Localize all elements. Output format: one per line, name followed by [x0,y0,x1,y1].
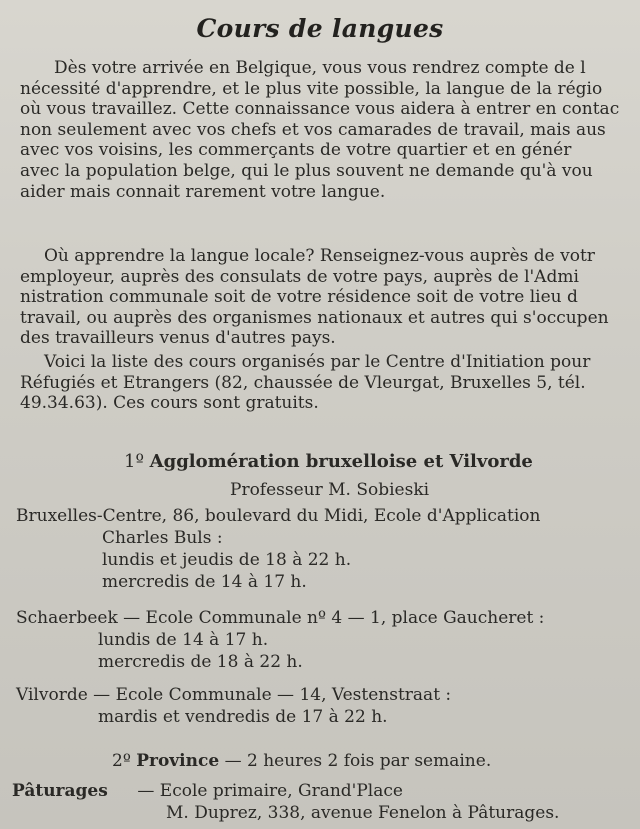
text-line: travail, ou auprès des organismes nationaux et autres qui s'occupen [20,307,609,328]
entry-school: Charles Buls : [102,528,223,548]
text-line: avec la population belge, qui le plus souvent ne demande qu'à vou [20,160,593,181]
course-entry-schaerbeek [16,607,544,673]
entry-address: Schaerbeek — Ecole Communale nº 4 — 1, place Gaucheret : [16,608,545,628]
entry-school: — Ecole primaire, Grand'Place [137,781,403,801]
course-entry-paturages [12,780,559,824]
text-line: Dès votre arrivée en Belgique, vous vous rendrez compte de l [54,58,586,78]
page-title: Cours de langues [196,14,444,43]
course-entry-vilvorde [16,684,451,728]
paragraph-course-list-intro [20,352,640,414]
entry-schedule: mercredis de 14 à 17 h. [102,572,307,592]
section-heading-text: Agglomération bruxelloise et Vilvorde [149,451,533,472]
text-line: Réfugiés et Etrangers (82, chaussée de Vleurgat, Bruxelles 5, tél. [20,372,586,393]
text-line: non seulement avec vos chefs et vos camarades de travail, mais aus [20,119,606,140]
section-heading-text: Province [136,751,220,771]
entry-schedule: lundis de 14 à 17 h. [98,630,269,650]
section-number: 2º [112,751,131,771]
entry-schedule: mercredis de 18 à 22 h. [98,652,303,672]
course-entry-bruxelles-centre [16,505,540,593]
text-line: où vous travaillez. Cette connaissance vous aidera à entrer en contac [20,99,620,120]
paragraph-where-to-learn [20,246,640,349]
professor-name: Professeur M. Sobieski [230,480,430,500]
entry-address: Bruxelles-Centre, 86, boulevard du Midi, Ecole d'Application [16,506,541,526]
section-number: 1º [124,451,144,472]
text-line: employeur, auprès des consulats de votre pays, auprès de l'Admi [20,266,579,287]
entry-place: Pâturages [12,781,108,801]
text-line: Voici la liste des cours organisés par le Centre d'Initiation pour [44,352,591,372]
text-line: Où apprendre la langue locale? Renseignez-vous auprès de votr [44,246,595,266]
section-heading-brussels [60,451,640,472]
text-line: avec vos voisins, les commerçants de votre quartier et en génér [20,140,572,161]
paragraph-arrival [20,58,640,202]
entry-contact: M. Duprez, 338, avenue Fenelon à Pâturages. [166,803,560,823]
text-line: nécessité d'apprendre, et le plus vite possible, la langue de la régio [20,78,603,99]
entry-address: Vilvorde — Ecole Communale — 14, Vestenstraat : [16,685,452,705]
text-line: aider mais connait rarement votre langue. [20,181,386,202]
section-detail: — 2 heures 2 fois par semaine. [224,751,492,771]
entry-schedule: lundis et jeudis de 18 à 22 h. [102,550,352,570]
text-line: des travailleurs venus d'autres pays. [20,328,336,349]
text-line: nistration communale soit de votre résidence soit de votre lieu d [20,287,578,308]
section-heading-province [112,751,491,771]
entry-schedule: mardis et vendredis de 17 à 22 h. [98,707,388,727]
text-line: 49.34.63). Ces cours sont gratuits. [20,393,319,414]
